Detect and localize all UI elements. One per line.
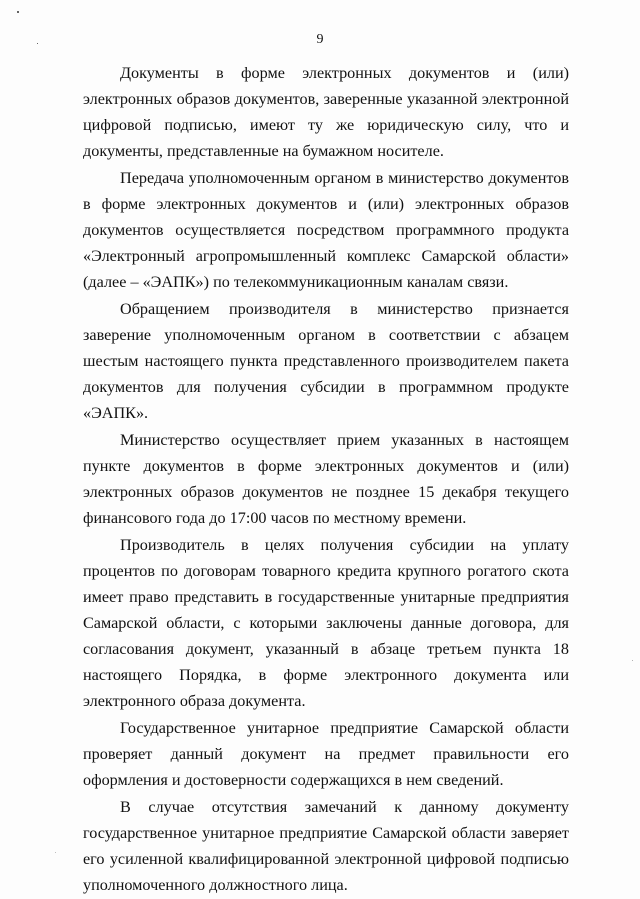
- scan-speck: [17, 11, 19, 13]
- scan-speck: [55, 852, 56, 853]
- paragraph-document-transfer: Передача уполномоченным органом в министерство документов в форме электронных документов и (или) электронных образов документов осуществляется посредством программного продукта «Электронный агропромышленный комплекс Самарской области» (далее – «ЭАПК») по телекоммуникационным каналам связи.: [83, 169, 569, 291]
- paragraph-signature-certification: В случае отсутствия замечаний к данному документу государственное унитарное предприятие Самарской области заверяет его усиленной квалифицированной электронной цифровой подписью уполномоченного должностного лица.: [83, 798, 569, 894]
- paragraph-enterprise-verification: Государственное унитарное предприятие Самарской области проверяет данный документ на предмет правильности его оформления и достоверности содержащихся в нем сведений.: [83, 719, 569, 789]
- paragraph-producer-appeal: Обращением производителя в министерство признается заверение уполномоченным органом в соответствии с абзацем шестым настоящего пункта представленного производителем пакета документов для получения субсидии в программном продукте «ЭАПК».: [83, 300, 569, 422]
- paragraph-credit-subsidy-submission: Производитель в целях получения субсидии на уплату процентов по договорам товарного кредита крупного рогатого скота имеет право представить в государственные унитарные предприятия Самарской области, с которыми заключены данные договора, для согласования документ, указанный в абзаце третьем пункта 18 настоящего Порядка, в форме электронного документа или электронного образа документа.: [83, 536, 569, 710]
- paragraph-ministry-acceptance-deadline: Министерство осуществляет прием указанных в настоящем пункте документов в форме электронных документов и (или) электронных образов документов не позднее 15 декабря текущего финансового года до 17:00 часов по местному времени.: [83, 431, 569, 527]
- paragraph-electronic-documents-validity: Документы в форме электронных документов и (или) электронных образов документов, заверенные указанной электронной цифровой подписью, имеют ту же юридическую силу, что и документы, представленные на бумажном носителе.: [83, 64, 569, 160]
- page-number: 9: [316, 32, 324, 47]
- scan-speck: [632, 660, 633, 661]
- document-body: [83, 60, 569, 899]
